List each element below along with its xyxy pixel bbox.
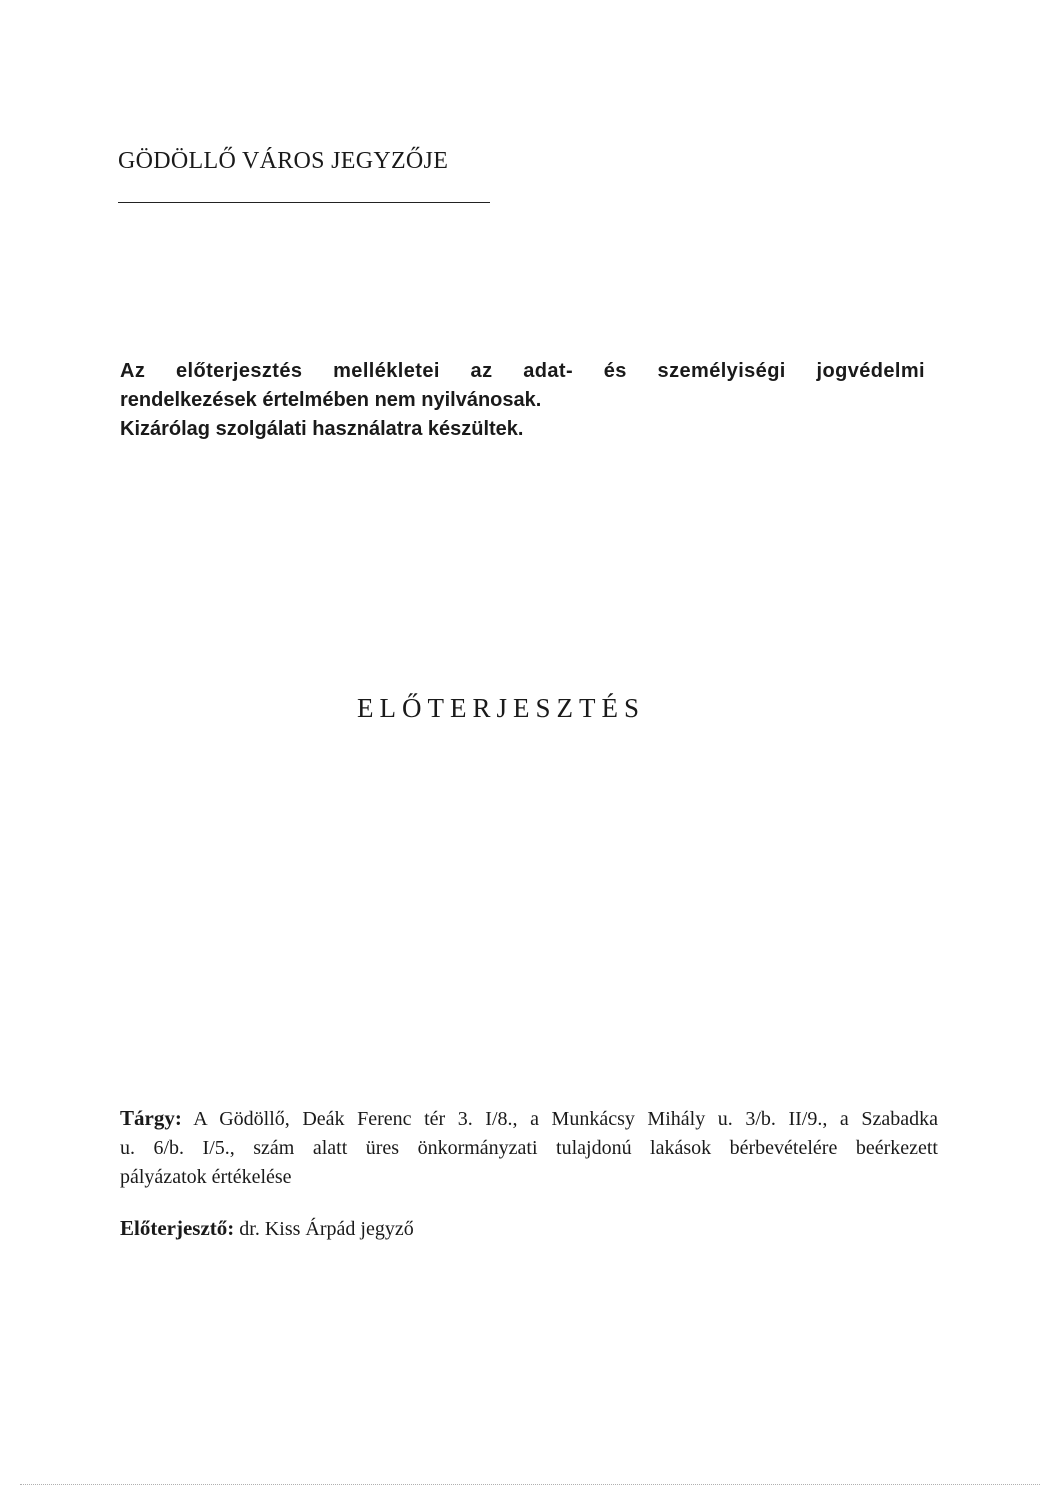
presenter-line — [120, 1216, 414, 1241]
subject-line-2: u. 6/b. I/5., szám alatt üres önkormányzati tulajdonú lakások bérbevételére beérkezett — [120, 1137, 938, 1159]
confidentiality-notice — [120, 357, 925, 444]
issuer-underline — [118, 202, 490, 203]
subject-line-1 — [120, 1104, 938, 1134]
notice-line-1: Az előterjesztés mellékletei az adat- és személyiségi jogvédelmi — [120, 360, 925, 382]
subject-label: Tárgy: — [120, 1106, 182, 1130]
subject-block — [120, 1104, 938, 1192]
notice-line-2: rendelkezések értelmében nem nyilvánosak. — [120, 389, 542, 411]
presenter-name: dr. Kiss Árpád jegyző — [239, 1218, 414, 1240]
subject-text-1: A Gödöllő, Deák Ferenc tér 3. I/8., a Munkácsy Mihály u. 3/b. II/9., a Szabadka — [193, 1108, 938, 1130]
scan-edge-artifact — [20, 1484, 1040, 1485]
issuer-heading: GÖDÖLLŐ VÁROS JEGYZŐJE — [118, 148, 449, 174]
document-title: ELŐTERJESZTÉS — [357, 693, 645, 723]
notice-line-3: Kizárólag szolgálati használatra készültek. — [120, 418, 524, 440]
presenter-label: Előterjesztő: — [120, 1216, 235, 1240]
subject-line-3: pályázatok értékelése — [120, 1166, 292, 1188]
